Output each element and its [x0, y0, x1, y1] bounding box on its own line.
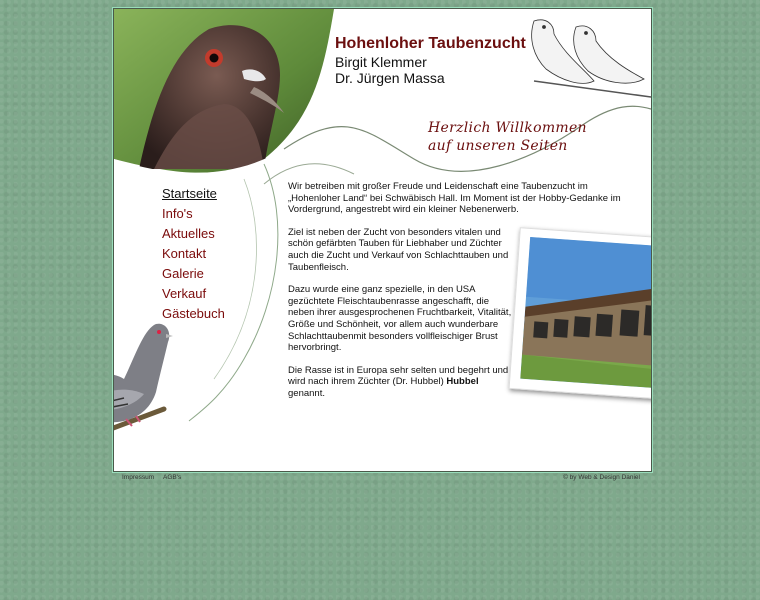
- site-header: [335, 36, 526, 86]
- rarity-text-end: genannt.: [288, 387, 325, 399]
- design-credit: © by Web & Design Daniel: [563, 474, 640, 481]
- breed-paragraph: Dazu wurde eine ganz spezielle, in den USA gezüchtete Fleischtaubenrasse angeschafft, die neben ihrer ausgesprochenen Fruchtbarkeit, Vitalität, Größe und Schönheit, vor allem auch wunderbare Schlachttaubenmit besonders vollfleischiger Brust hervorbringt.: [288, 284, 512, 354]
- owner-name-1: Birgit Klemmer: [335, 54, 427, 70]
- main-navigation: [162, 184, 225, 324]
- pigeon-on-branch: [113, 314, 174, 464]
- nav-item-gaestebuch[interactable]: Gästebuch: [162, 306, 225, 321]
- rarity-paragraph: [288, 365, 518, 400]
- site-title: Hohenloher Taubenzucht: [335, 35, 526, 52]
- welcome-line-2: auf unseren Seiten: [428, 138, 568, 154]
- sketch-pigeons: [532, 20, 651, 97]
- nav-item-verkauf[interactable]: Verkauf: [162, 286, 207, 301]
- nav-item-galerie[interactable]: Galerie: [162, 266, 204, 281]
- owner-name-2: Dr. Jürgen Massa: [335, 70, 445, 86]
- impressum-link[interactable]: Impressum: [122, 474, 155, 481]
- polaroid-photo: [509, 227, 652, 401]
- pigeon-loft-photo: [520, 237, 652, 389]
- breed-name: Hubbel: [446, 376, 479, 388]
- nav-item-aktuelles[interactable]: Aktuelles: [162, 226, 215, 241]
- nav-item-startseite[interactable]: Startseite: [162, 186, 217, 201]
- welcome-text: [428, 119, 598, 155]
- nav-item-kontakt[interactable]: Kontakt: [162, 246, 207, 261]
- intro-paragraph: Wir betreiben mit großer Freude und Leidenschaft eine Taubenzucht im „Hohenloher Land“ bei Schwäbisch Hall. Im Moment ist der Hobby-Gedanke im Vordergrund, angestrebt wird ein kleiner Nebenerwerb.: [288, 181, 621, 216]
- goal-paragraph: Ziel ist neben der Zucht von besonders vitalen und schön gefärbten Tauben für Liebhaber und Züchter auch die Zucht und Verkauf von Schlachttauben und Taubenfleisch.: [288, 226, 509, 273]
- nav-item-infos[interactable]: Info's: [162, 206, 193, 221]
- page-frame: [113, 8, 652, 472]
- agb-link[interactable]: AGB's: [163, 474, 182, 481]
- welcome-line-1: Herzlich Willkommen: [428, 120, 587, 136]
- rarity-text-start: Die Rasse ist in Europa sehr selten und begehrt und wird nach ihrem Züchter (Dr. Hubbel): [288, 364, 509, 388]
